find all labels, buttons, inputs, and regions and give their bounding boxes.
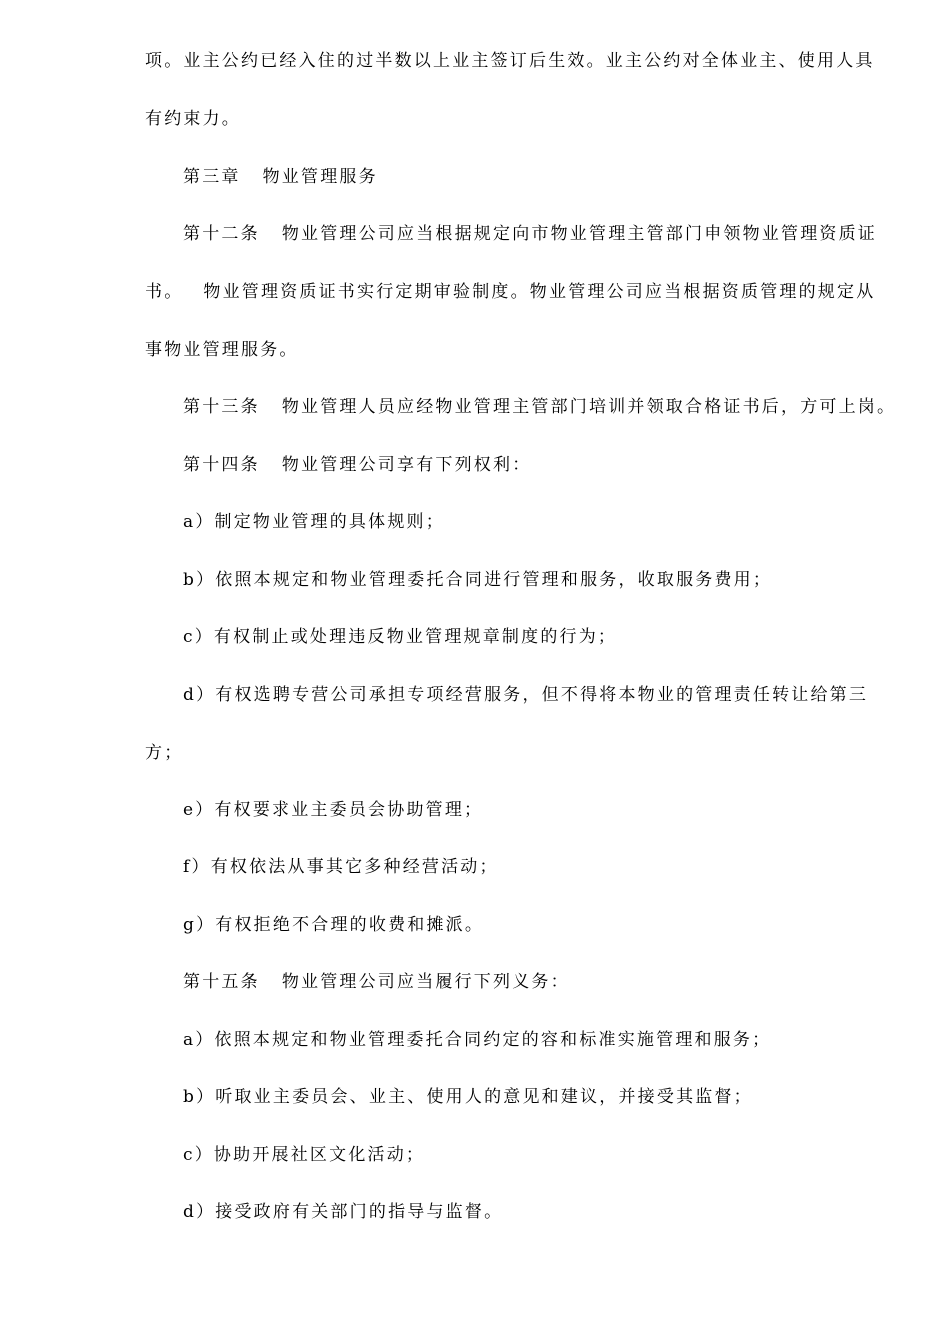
list-item xyxy=(183,510,445,534)
chapter-title: 物业管理服务 xyxy=(262,167,378,187)
text: 物业管理资质证书实行定期审验制度。物业管理公司应当根据资质管理的规定从 xyxy=(203,282,876,302)
text: 有约束力。 xyxy=(145,109,241,129)
article-text: 物业管理人员应经物业管理主管部门培训并领取合格证书后，方可上岗。 xyxy=(281,397,897,417)
list-item xyxy=(183,683,868,707)
list-item xyxy=(183,798,483,822)
text: e）有权要求业主委员会协助管理； xyxy=(183,800,484,820)
list-item xyxy=(183,568,772,592)
text: c）协助开展社区文化活动； xyxy=(183,1145,426,1165)
text: d）有权选聘专营公司承担专项经营服务，但不得将本物业的管理责任转让给第三 xyxy=(183,685,869,705)
text: 项。业主公约已经入住的过半数以上业主签订后生效。业主公约对全体业主、使用人具 xyxy=(145,51,875,71)
article-15-line xyxy=(183,970,570,994)
paragraph-line xyxy=(145,107,241,131)
list-item xyxy=(183,1143,425,1167)
article-12-line xyxy=(183,222,877,246)
article-14-line xyxy=(183,453,531,477)
list-item xyxy=(183,1085,753,1109)
article-text: 物业管理公司应当履行下列义务： xyxy=(281,972,570,992)
article-number: 第十四条 xyxy=(183,455,260,475)
text: b）依照本规定和物业管理委托合同进行管理和服务，收取服务费用； xyxy=(183,570,773,590)
text: d）接受政府有关部门的指导与监督。 xyxy=(183,1202,504,1222)
list-item xyxy=(183,1028,771,1052)
article-text: 物业管理公司享有下列权利： xyxy=(281,455,532,475)
chapter-heading xyxy=(183,165,378,189)
article-12-line xyxy=(145,280,875,304)
article-13-line xyxy=(183,395,896,419)
list-item xyxy=(183,913,484,937)
text: a）制定物业管理的具体规则； xyxy=(183,512,445,532)
text: 事物业管理服务。 xyxy=(145,340,299,360)
article-text: 物业管理公司应当根据规定向市物业管理主管部门申领物业管理资质证 xyxy=(281,224,878,244)
chapter-number: 第三章 xyxy=(183,167,241,187)
text: a）依照本规定和物业管理委托合同约定的容和标准实施管理和服务； xyxy=(183,1030,772,1050)
list-item xyxy=(183,1200,503,1224)
text: c）有权制止或处理违反物业管理规章制度的行为； xyxy=(183,627,618,647)
paragraph-line xyxy=(145,49,875,73)
text: b）听取业主委员会、业主、使用人的意见和建议，并接受其监督； xyxy=(183,1087,753,1107)
text: g）有权拒绝不合理的收费和摊派。 xyxy=(183,915,485,935)
list-item xyxy=(183,625,617,649)
article-12-line xyxy=(145,338,299,362)
article-number: 第十五条 xyxy=(183,972,260,992)
text: f）有权依法从事其它多种经营活动； xyxy=(183,857,499,877)
text: 方； xyxy=(145,743,184,763)
text: 书。 xyxy=(145,282,184,302)
list-item-continuation xyxy=(145,741,183,765)
article-number: 第十三条 xyxy=(183,397,260,417)
article-number: 第十二条 xyxy=(183,224,260,244)
list-item xyxy=(183,855,499,879)
